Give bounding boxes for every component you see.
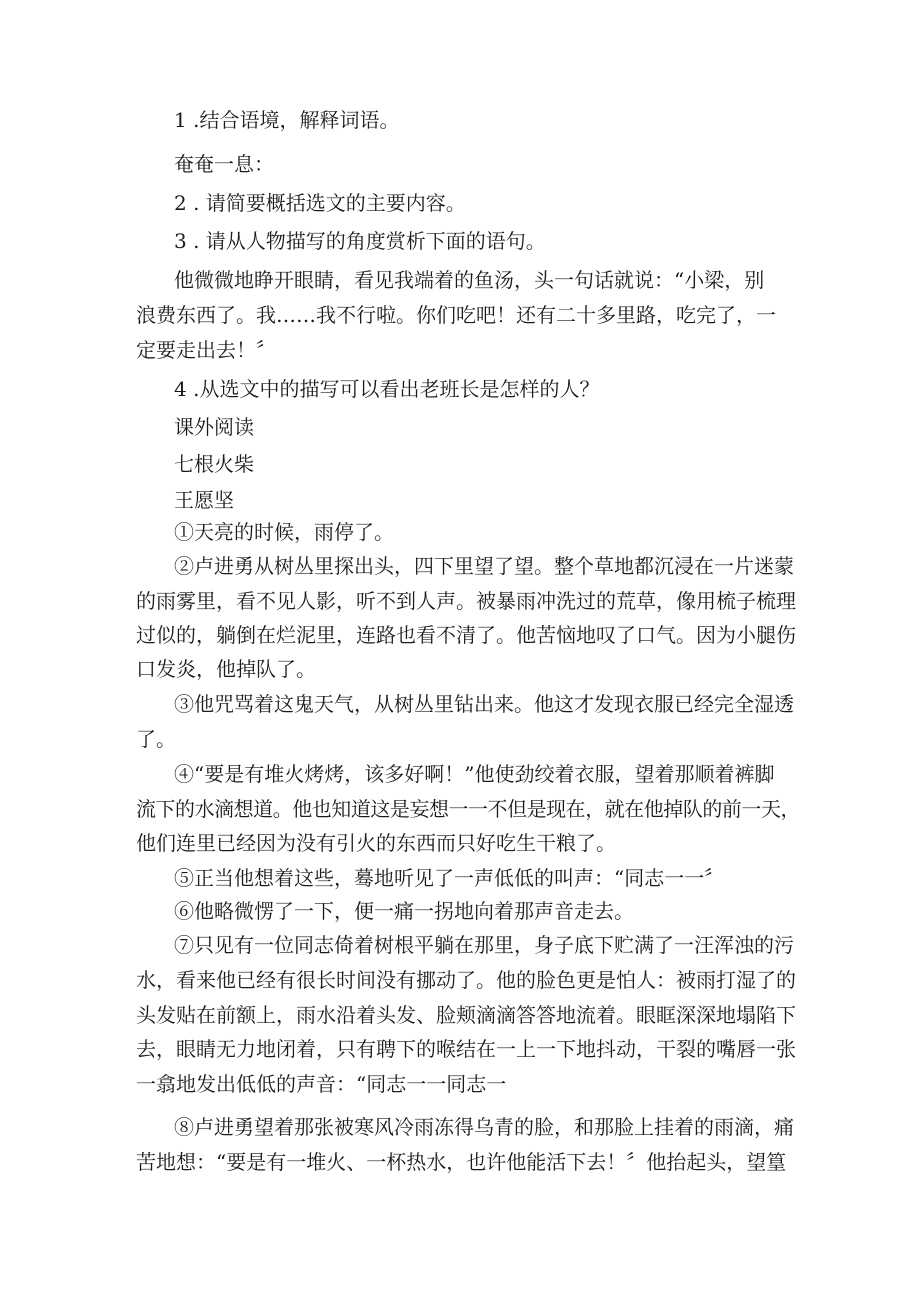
quote-line: 浪费东西了。我……我不行啦。你们吃吧！还有二十多里路，吃完了，一 (136, 303, 776, 327)
paragraph-line: 他们连里已经因为没有引火的东西而只好吃生干粮了。 (136, 831, 616, 855)
paragraph-line: ①天亮的时候，雨停了。 (174, 520, 394, 544)
question-3: 3 . 请从人物描写的角度赏析下面的语句。 (174, 229, 546, 253)
question-1: 1 .结合语境，解释词语。 (174, 108, 400, 132)
paragraph-line: ⑤正当他想着这些，蓦地听见了一声低低的叫声：“同志一一〞 (174, 866, 725, 890)
paragraph-line: 了。 (136, 727, 176, 751)
paragraph-line: 流下的水滴想道。他也知道这是妄想一一不但是现在，就在他掉队的前一天， (136, 797, 801, 821)
paragraph-line: ②卢进勇从树丛里探出头，四下里望了望。整个草地都沉浸在一片迷蒙 (174, 554, 794, 578)
paragraph-line: ⑥他略微愣了一下，便一痛一拐地向着那声音走去。 (174, 899, 634, 923)
term-label: 奄奄一息： (174, 152, 274, 176)
paragraph-line: 口发炎，他掉队了。 (136, 657, 316, 681)
paragraph-line: ③他咒骂着这鬼天气，从树丛里钻出来。他这才发现衣服已经完全湿透 (174, 692, 794, 716)
paragraph-line: ⑦只见有一位同志倚着树根平躺在那里，身子底下贮满了一汪浑浊的污 (174, 933, 794, 957)
question-4: 4 .从选文中的描写可以看出老班长是怎样的人？ (174, 377, 600, 401)
paragraph-line: 头发贴在前额上，雨水沿着头发、脸颊滴滴答答地流着。眼眶深深地塌陷下 (136, 1003, 796, 1027)
paragraph-line: 过似的，躺倒在烂泥里，连路也看不清了。他苦恼地叹了口气。因为小腿伤 (136, 623, 796, 647)
article-title: 七根火柴 (174, 452, 254, 476)
paragraph-line: 苦地想：“要是有一堆火、一杯热水，也许他能活下去！〞他抬起头，望篁 (136, 1150, 787, 1174)
article-author: 王愿坚 (174, 488, 234, 512)
question-2: 2 . 请简要概括选文的主要内容。 (174, 191, 466, 215)
paragraph-line: ④“要是有堆火烤烤，该多好啊！”他使劲绞着衣服，望着那顺着裤脚 (174, 762, 775, 786)
quote-line: 定要走出去！〞 (136, 338, 276, 362)
paragraph-line: 去，眼睛无力地闭着，只有聘下的喉结在一上一下地抖动，干裂的嘴唇一张 (136, 1037, 796, 1061)
paragraph-line: 一翕地发出低低的声音：“同志一一同志一 (136, 1072, 507, 1096)
paragraph-line: 的雨雾里，看不见人影，听不到人声。被暴雨冲洗过的荒草，像用梳子梳理 (136, 589, 796, 613)
paragraph-line: ⑧卢进勇望着那张被寒风冷雨冻得乌青的脸，和那脸上挂着的雨滴，痛 (174, 1115, 794, 1139)
paragraph-line: 水，看来他已经有很长时间没有挪动了。他的脸色更是怕人：被雨打湿了的 (136, 968, 796, 992)
section-heading: 课外阅读 (174, 415, 254, 439)
quote-line: 他微微地睁开眼睛，看见我端着的鱼汤，头一句话就说：“小梁，别 (174, 268, 765, 292)
